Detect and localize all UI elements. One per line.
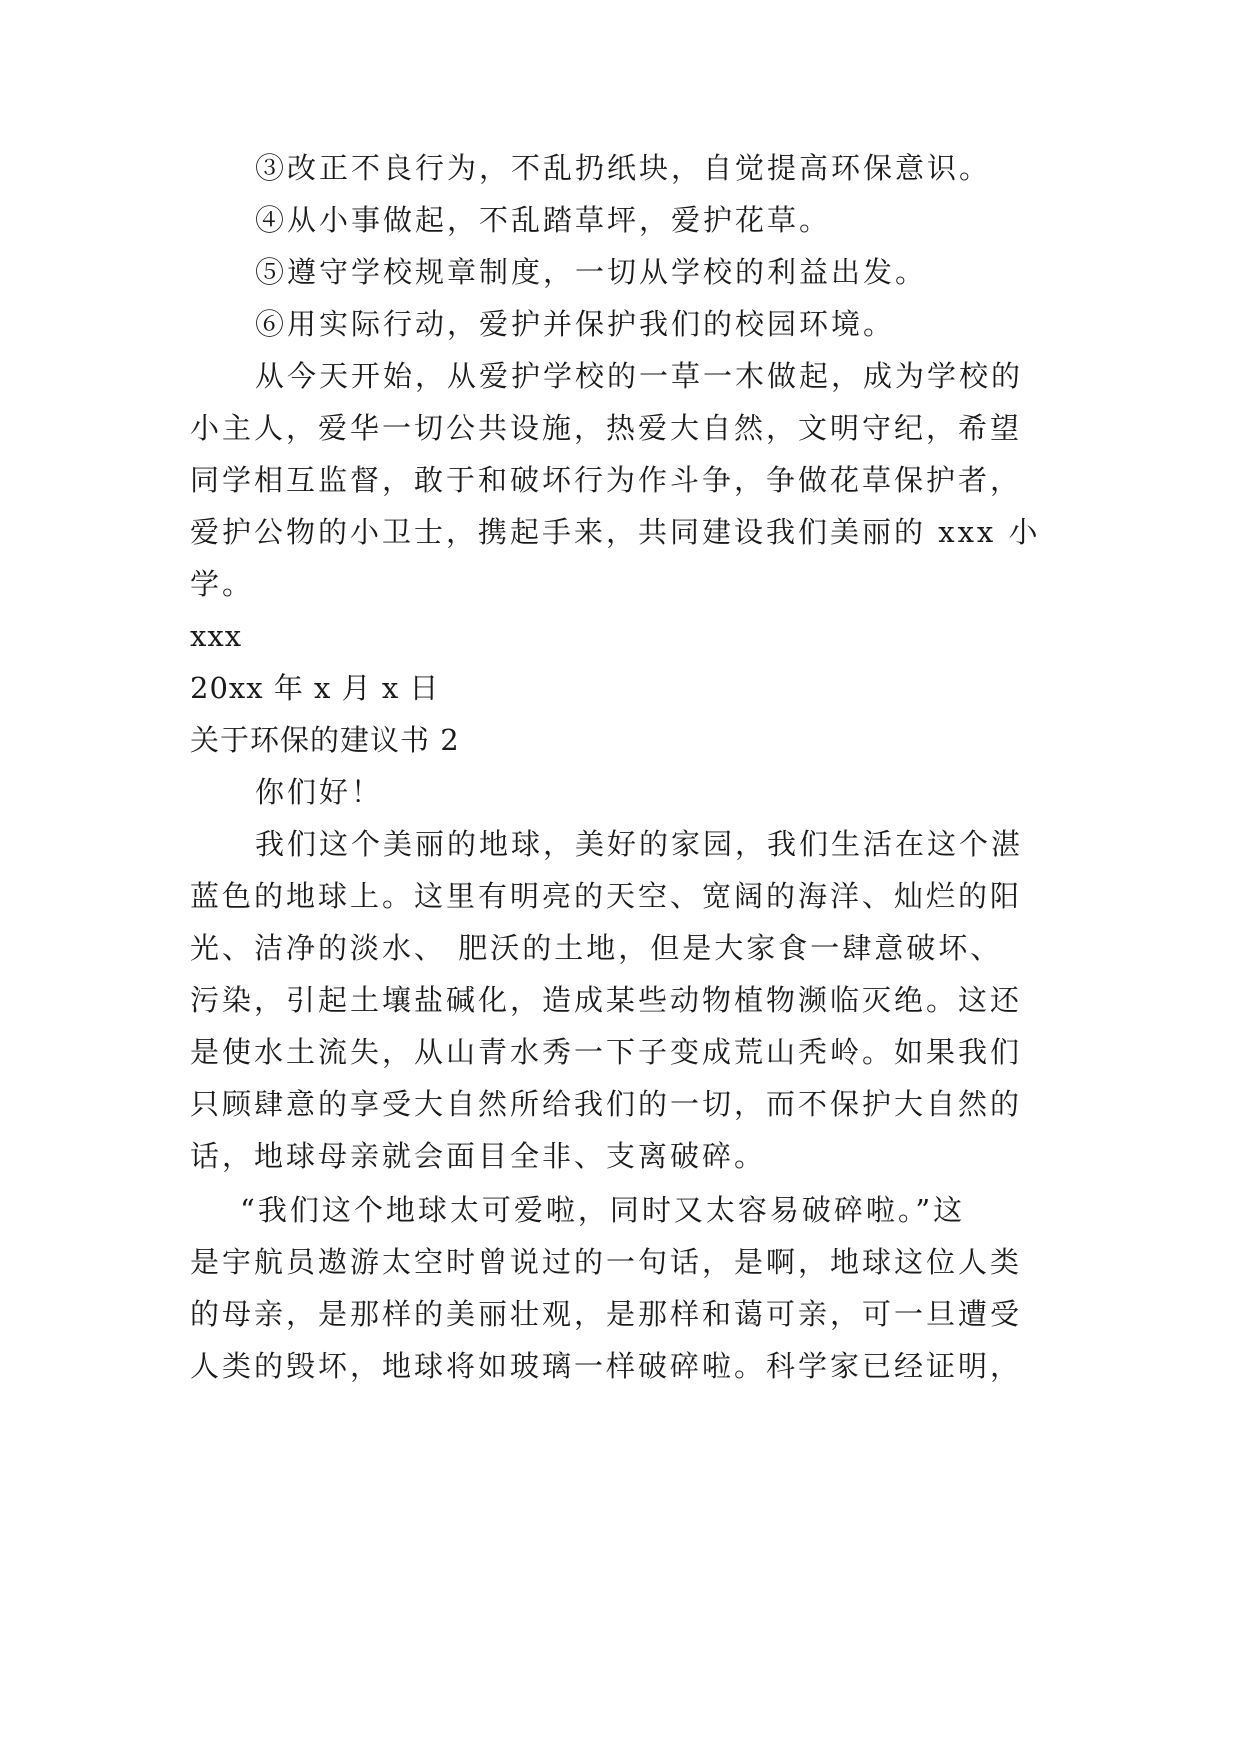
section-title: 关于环保的建议书 2 [190,723,460,757]
date: 20xx 年 x 月 x 日 [190,671,440,705]
paragraph-line: 从今天开始，从爱护学校的一草一木做起，成为学校的 [255,359,1024,393]
paragraph-line: 污染，引起土壤盐碱化，造成某些动物植物濒临灭绝。这还 [190,983,1023,1017]
list-item: ④从小事做起，不乱踏草坪，爱护花草。 [255,203,832,237]
greeting: 你们好！ [255,775,384,809]
paragraph-line: 学。 [190,567,255,601]
paragraph-line: 人类的毁坏，地球将如玻璃一样破碎啦。科学家已经证明， [190,1349,1023,1383]
list-item: ⑤遵守学校规章制度，一切从学校的利益出发。 [255,255,928,289]
paragraph-line: 爱护公物的小卫士，携起手来，共同建设我们美丽的 xxx 小 [190,515,1041,549]
list-item: ⑥用实际行动，爱护并保护我们的校园环境。 [255,307,896,341]
paragraph-line: 只顾肆意的享受大自然所给我们的一切，而不保护大自然的 [190,1087,1023,1121]
paragraph-line: 同学相互监督，敢于和破坏行为作斗争，争做花草保护者， [190,463,1023,497]
signature: xxx [190,619,243,653]
paragraph-line: 小主人，爱华一切公共设施，热爱大自然，文明守纪，希望 [190,411,1023,445]
paragraph-line: 我们这个美丽的地球，美好的家园，我们生活在这个湛 [255,827,1024,861]
paragraph-line: 话，地球母亲就会面目全非、支离破碎。 [190,1139,767,1173]
paragraph-line: 是使水土流失，从山青水秀一下子变成荒山秃岭。如果我们 [190,1035,1023,1069]
paragraph-line: 是宇航员遨游太空时曾说过的一句话，是啊，地球这位人类 [190,1245,1023,1279]
list-item: ③改正不良行为，不乱扔纸块，自觉提高环保意识。 [255,151,992,185]
paragraph-line: “我们这个地球太可爱啦，同时又太容易破碎啦。”这 [240,1193,966,1227]
paragraph-line: 蓝色的地球上。这里有明亮的天空、宽阔的海洋、灿烂的阳 [190,879,1023,913]
paragraph-line: 光、洁净的淡水、 肥沃的土地，但是大家食一肆意破坏、 [190,931,1003,965]
paragraph-line: 的母亲，是那样的美丽壮观，是那样和蔼可亲，可一旦遭受 [190,1297,1023,1331]
